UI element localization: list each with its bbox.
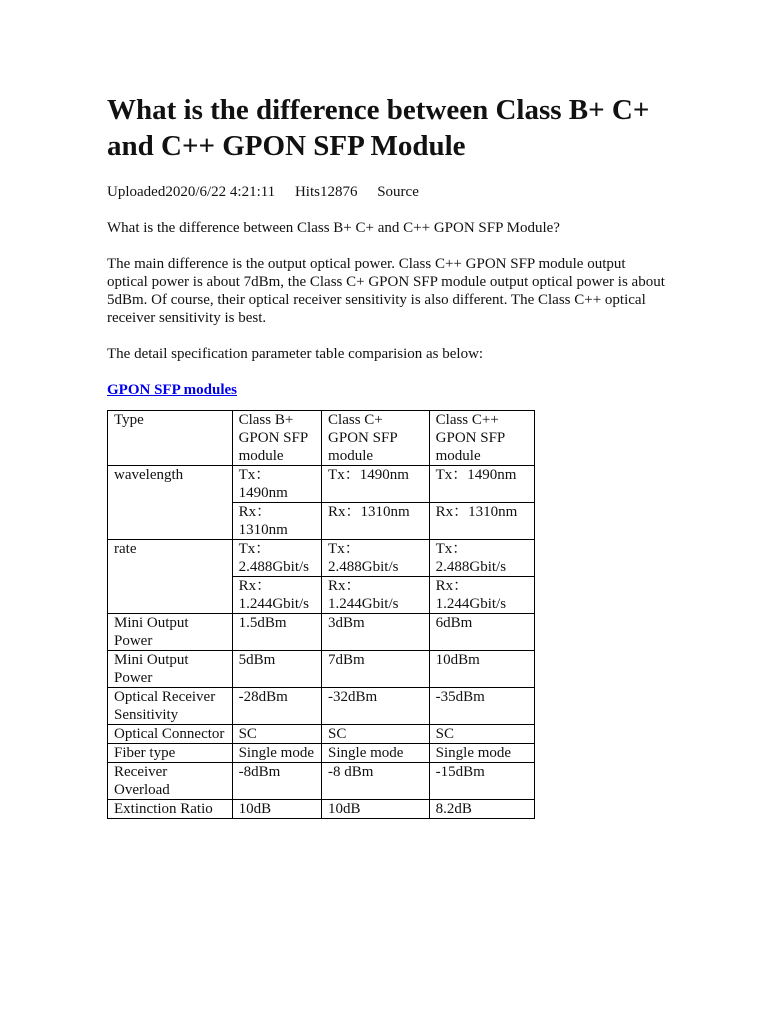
table-cell: Tx：2.488Gbit/s: [429, 540, 534, 577]
table-header-cell: Class B+ GPON SFP module: [232, 411, 321, 466]
table-cell: Tx：2.488Gbit/s: [232, 540, 321, 577]
table-cell: 3dBm: [322, 614, 430, 651]
table-header-cell: Class C+ GPON SFP module: [322, 411, 430, 466]
row-label: Optical Connector: [108, 725, 233, 744]
table-cell: Single mode: [232, 744, 321, 763]
table-header-cell: Type: [108, 411, 233, 466]
table-header-cell: Class C++ GPON SFP module: [429, 411, 534, 466]
table-cell: Single mode: [429, 744, 534, 763]
main-paragraph: The main difference is the output optical power. Class C++ GPON SFP module output optical power is about 7dBm, the Class C+ GPON SFP module output optical power is about 5dBm. Of course, their optical receiver sensitivity is also different. The Class C++ optical receiver sensitivity is best.: [107, 256, 665, 326]
table-cell: Rx：1310nm: [322, 503, 430, 540]
article-meta: [107, 183, 667, 201]
table-header-row: [108, 411, 535, 466]
table-cell: Tx：1490nm: [232, 466, 321, 503]
table-row: [108, 725, 535, 744]
table-row: [108, 614, 535, 651]
row-label: Mini Output Power: [108, 651, 233, 688]
table-cell: Single mode: [322, 744, 430, 763]
table-cell: 5dBm: [232, 651, 321, 688]
table-cell: 6dBm: [429, 614, 534, 651]
table-cell: -15dBm: [429, 763, 534, 800]
hit-count: Hits12876: [294, 184, 358, 200]
table-cell: SC: [322, 725, 430, 744]
table-cell: Tx：1490nm: [429, 466, 534, 503]
gpon-sfp-modules-link[interactable]: GPON SFP modules: [107, 382, 238, 398]
row-label: Extinction Ratio: [108, 800, 233, 819]
table-cell: Rx：1310nm: [429, 503, 534, 540]
table-row-wavelength-tx: [108, 466, 535, 503]
table-cell: 10dB: [322, 800, 430, 819]
row-label: Receiver Overload: [108, 763, 233, 800]
detail-intro: The detail specification parameter table comparision as below:: [107, 346, 484, 362]
table-cell: SC: [232, 725, 321, 744]
table-cell: 10dB: [232, 800, 321, 819]
table-cell: Tx：1490nm: [322, 466, 430, 503]
table-cell: Rx：1.244Gbit/s: [322, 577, 430, 614]
table-row: [108, 800, 535, 819]
table-cell: 8.2dB: [429, 800, 534, 819]
table-cell: Rx：1.244Gbit/s: [232, 577, 321, 614]
table-cell: -8dBm: [232, 763, 321, 800]
upload-date: Uploaded2020/6/22 4:21:11: [107, 184, 276, 200]
row-label: Optical Receiver Sensitivity: [108, 688, 233, 725]
table-cell: 7dBm: [322, 651, 430, 688]
table-cell: 1.5dBm: [232, 614, 321, 651]
question-paragraph: What is the difference between Class B+ C+ and C++ GPON SFP Module?: [107, 220, 560, 236]
row-label: rate: [108, 540, 233, 614]
table-cell: 10dBm: [429, 651, 534, 688]
table-cell: Rx：1310nm: [232, 503, 321, 540]
table-row: [108, 688, 535, 725]
row-label: wavelength: [108, 466, 233, 540]
table-row: [108, 744, 535, 763]
source-label: Source: [377, 184, 419, 200]
table-cell: Rx：1.244Gbit/s: [429, 577, 534, 614]
row-label: Fiber type: [108, 744, 233, 763]
table-row: [108, 651, 535, 688]
article: [107, 92, 667, 819]
table-cell: -32dBm: [322, 688, 430, 725]
row-label: Mini Output Power: [108, 614, 233, 651]
table-cell: SC: [429, 725, 534, 744]
page-title: What is the difference between Class B+ C+ and C++ GPON SFP Module: [107, 94, 650, 162]
table-cell: -35dBm: [429, 688, 534, 725]
table-cell: Tx：2.488Gbit/s: [322, 540, 430, 577]
table-row: [108, 763, 535, 800]
table-row-rate-tx: [108, 540, 535, 577]
table-cell: -28dBm: [232, 688, 321, 725]
spec-table: [107, 410, 535, 819]
table-cell: -8 dBm: [322, 763, 430, 800]
